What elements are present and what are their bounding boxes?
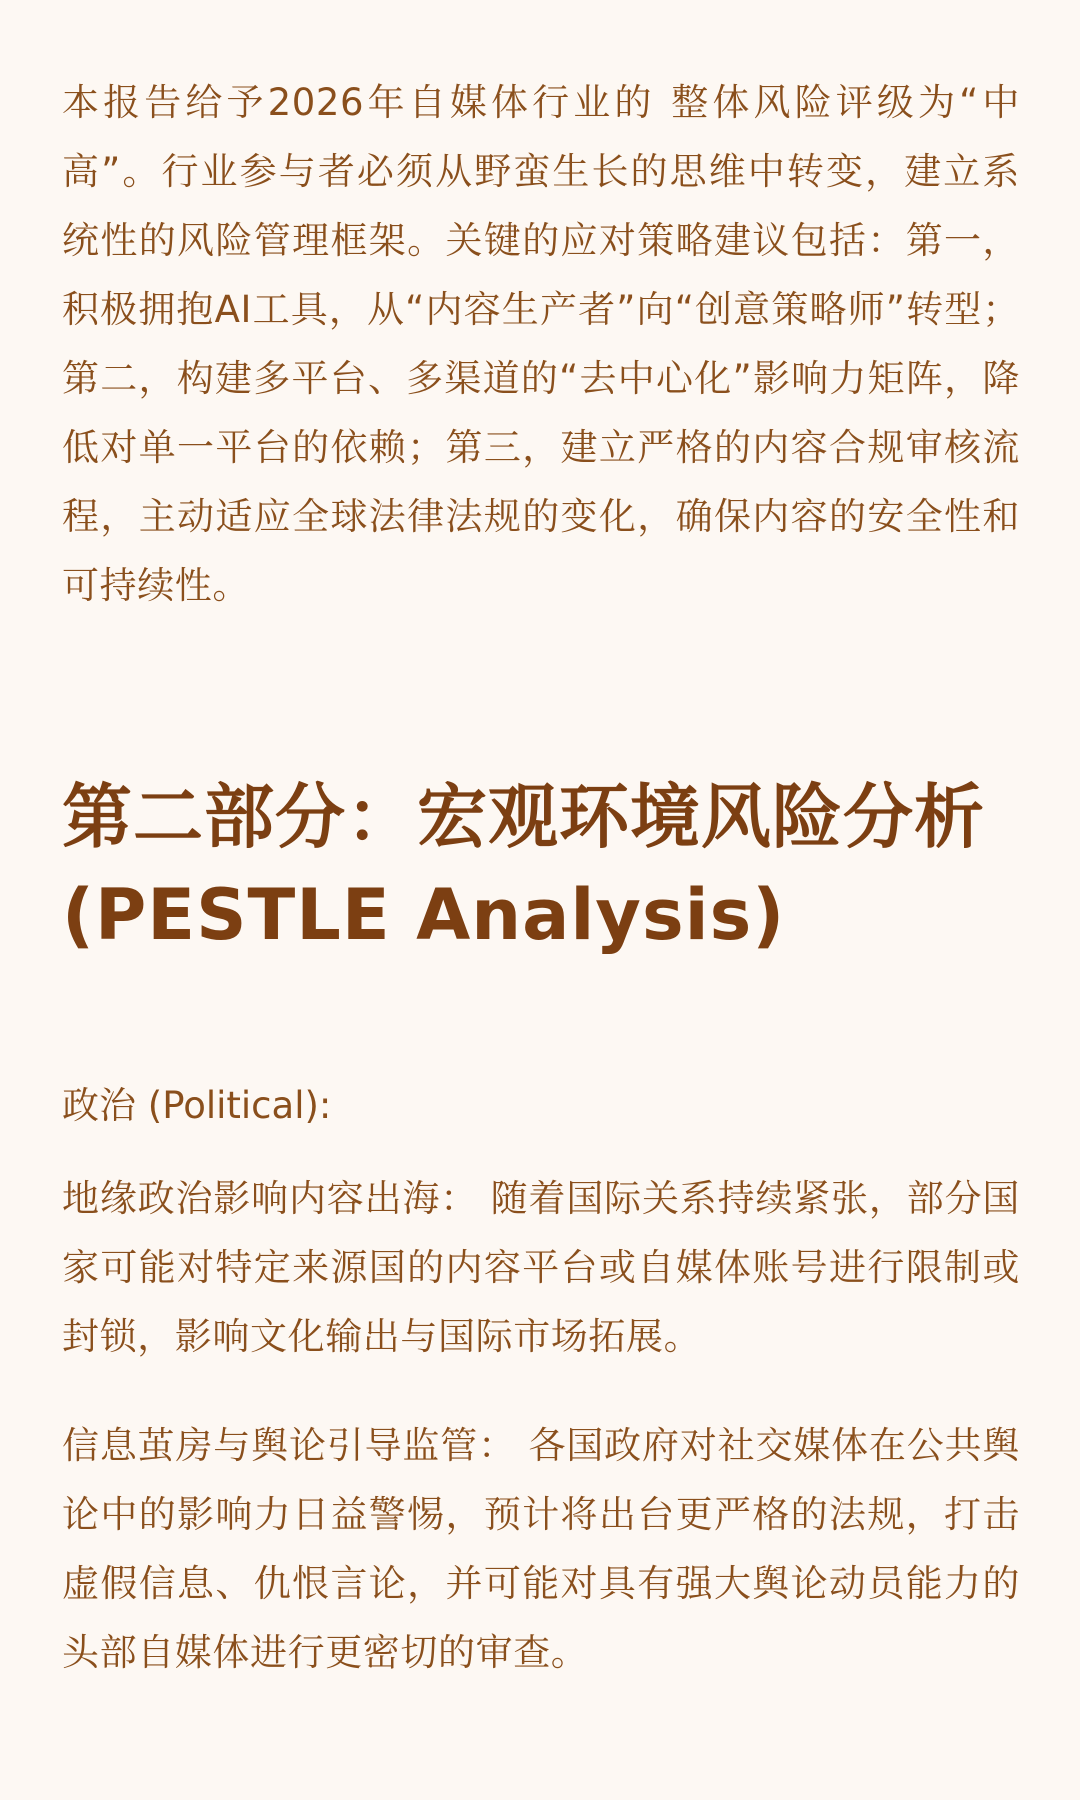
item-label: 信息茧房与舆论引导监管： [62, 1424, 516, 1467]
list-item [62, 1164, 1020, 1371]
subsection-heading: 政治 (Political): [62, 1084, 332, 1127]
item-text: 各国政府对社交媒体在公共舆论中的影响力日益警惕，预计将出台更严格的法规，打击虚假信息、仇恨言论，并可能对具有强大舆论动员能力的头部自媒体进行更密切的审查。 [62, 1424, 1020, 1674]
section-title: 第二部分：宏观环境风险分析 (PESTLE Analysis) [62, 776, 985, 956]
intro-paragraph: 本报告给予2026年自媒体行业的 整体风险评级为“中高”。行业参与者必须从野蛮生长的思维中转变，建立系统性的风险管理框架。关键的应对策略建议包括：第一，积极拥抱AI工具，从“内容生产者”向“创意策略师”转型；第二，构建多平台、多渠道的“去中心化”影响力矩阵，降低对单一平台的依赖；第三，建立严格的内容合规审核流程，主动适应全球法律法规的变化，确保内容的安全性和可持续性。 [62, 81, 1020, 607]
list-item [62, 1411, 1020, 1687]
item-text: 随着国际关系持续紧张，部分国家可能对特定来源国的内容平台或自媒体账号进行限制或封锁，影响文化输出与国际市场拓展。 [62, 1177, 1020, 1358]
item-label: 地缘政治影响内容出海： [62, 1177, 479, 1220]
